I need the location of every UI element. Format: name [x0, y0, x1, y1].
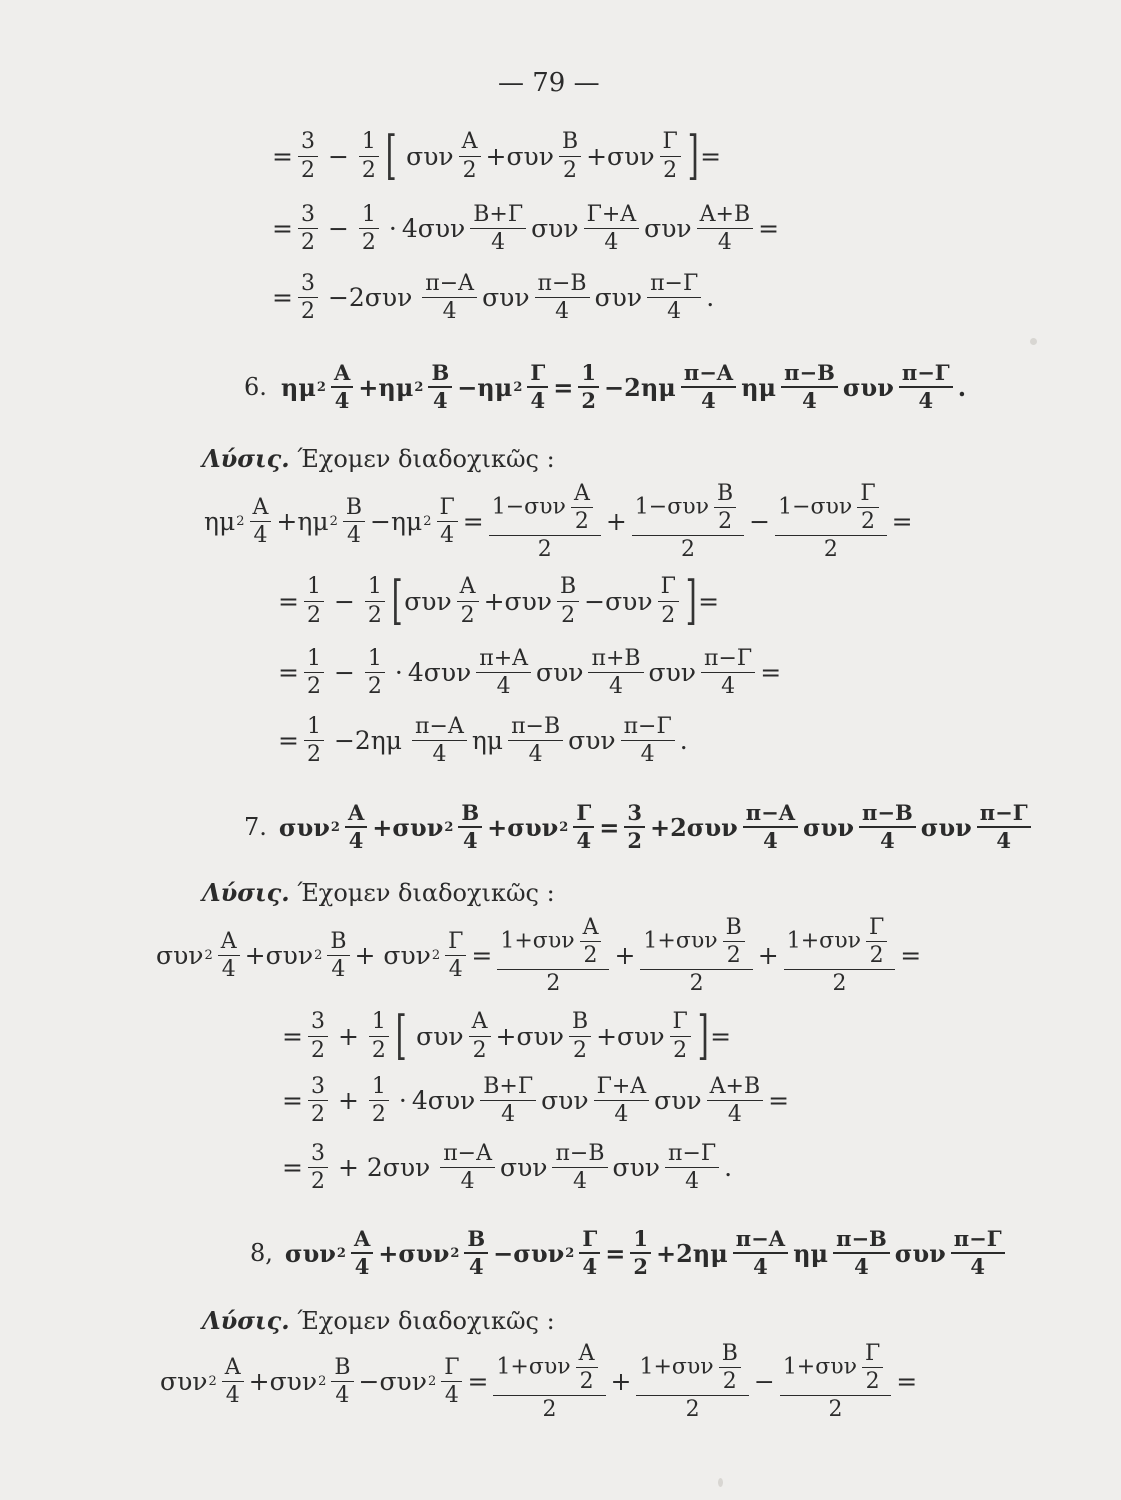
solution-label: Λύσις. [202, 878, 290, 907]
solution-heading [202, 878, 555, 907]
equation-line: συν 2 $\frac{A}{4}$ +συν 2 $\frac{B}{4}$ + συν 2 $\frac{\Gamma}{4}$ = 1+συν $\frac{A}{2}$ 2 + 1+συν $\frac{B}{2}$ 2 + 1+συν $\frac{\Gamma}{2}$ 2 = [156, 915, 922, 997]
solution-heading [202, 444, 555, 473]
problem-7-statement: 7. συν 2 $\frac{A}{4}$ +συν 2 $\frac{B}{4}$ +συν 2 $\frac{\Gamma}{4}$ = $\frac{3}{2}$ +2συν $\frac{\pi-A}{4}$ συν $\frac{\pi-B}{4}$ συν $\frac{\pi-\Gamma}{4}$ [244, 802, 1036, 852]
problem-8-statement: 8, συν 2 $\frac{A}{4}$ +συν 2 $\frac{B}{4}$ −συν 2 $\frac{\Gamma}{4}$ = $\frac{1}{2}$ +2ημ $\frac{\pi-A}{4}$ ημ $\frac{\pi-B}{4}$ συν $\frac{\pi-\Gamma}{4}$ [250, 1228, 1010, 1278]
solution-intro: Έχομεν διαδοχικῶς : [297, 879, 555, 907]
paper-speck [718, 1478, 723, 1487]
equation-line: συν 2 $\frac{A}{4}$ +συν 2 $\frac{B}{4}$ −συν 2 $\frac{\Gamma}{4}$ = 1+συν $\frac{A}{2}$ 2 + 1+συν $\frac{B}{2}$ 2 − 1+συν $\frac{\Gamma}{2}$ 2 = [160, 1341, 918, 1423]
equation-line: = $\frac{3}{2}$ + 2συν $\frac{\pi-A}{4}$ συν $\frac{\pi-B}{4}$ συν $\frac{\pi-\Gamma}{4}$ . [282, 1141, 733, 1195]
page-number: — 79 — [498, 68, 600, 98]
problem-number: 7. [244, 813, 267, 842]
problem-6-statement: 6. ημ 2 $\frac{A}{4}$ +ημ 2 $\frac{B}{4}$ −ημ 2 $\frac{\Gamma}{4}$ = $\frac{1}{2}$ −2ημ $\frac{\pi-A}{4}$ ημ $\frac{\pi-B}{4}$ συν $\frac{\pi-\Gamma}{4}$ . [244, 360, 967, 414]
problem-number: 6. [244, 373, 267, 402]
problem-number: 8, [250, 1239, 273, 1268]
equation-line: = $\frac{1}{2}$ − $\frac{1}{2}$ · 4συν $\frac{\pi+A}{4}$ συν $\frac{\pi+B}{4}$ συν $\frac{\pi-\Gamma}{4}$ = [278, 646, 782, 700]
equation-line: = $\frac{3}{2}$ − $\frac{1}{2}$ · 4συν $\frac{B+\Gamma}{4}$ συν $\frac{\Gamma+A}{4}$ συν $\frac{A+B}{4}$ = [272, 202, 780, 256]
equation-line: = $\frac{1}{2}$ − $\frac{1}{2}$ [ συν $\frac{A}{2}$ +συν $\frac{B}{2}$ −συν $\frac{\Gamma}{2}$ ] = [278, 571, 720, 631]
solution-label: Λύσις. [202, 444, 290, 473]
equation-line: = $\frac{1}{2}$ −2ημ $\frac{\pi-A}{4}$ ημ $\frac{\pi-B}{4}$ συν $\frac{\pi-\Gamma}{4}$ . [278, 714, 688, 768]
solution-intro: Έχομεν διαδοχικῶς : [297, 445, 555, 473]
equation-line: = $\frac{3}{2}$ + $\frac{1}{2}$ · 4συν $\frac{B+\Gamma}{4}$ συν $\frac{\Gamma+A}{4}$ συν $\frac{A+B}{4}$ = [282, 1074, 790, 1128]
equation-line: = $\frac{3}{2}$ + $\frac{1}{2}$ [ συν $\frac{A}{2}$ +συν $\frac{B}{2}$ +συν $\frac{\Gamma}{2}$ ] = [282, 1006, 732, 1066]
paper-speck [1030, 338, 1037, 345]
equation-line: = $\frac{3}{2}$ −2συν $\frac{\pi-A}{4}$ συν $\frac{\pi-B}{4}$ συν $\frac{\pi-\Gamma}{4}$ . [272, 271, 715, 325]
solution-intro: Έχομεν διαδοχικῶς : [297, 1307, 555, 1335]
equation-line: ημ 2 $\frac{A}{4}$ +ημ 2 $\frac{B}{4}$ −ημ 2 $\frac{\Gamma}{4}$ = 1−συν $\frac{A}{2}$ 2 + 1−συν $\frac{B}{2}$ 2 − 1−συν $\frac{\Gamma}{2}$ 2 = [204, 481, 913, 563]
solution-heading [202, 1306, 555, 1335]
solution-label: Λύσις. [202, 1306, 290, 1335]
equation-line: = $\frac{3}{2}$ − $\frac{1}{2}$ [ συν $\frac{A}{2}$ +συν $\frac{B}{2}$ +συν $\frac{\Gamma}{2}$ ] = [272, 126, 722, 186]
